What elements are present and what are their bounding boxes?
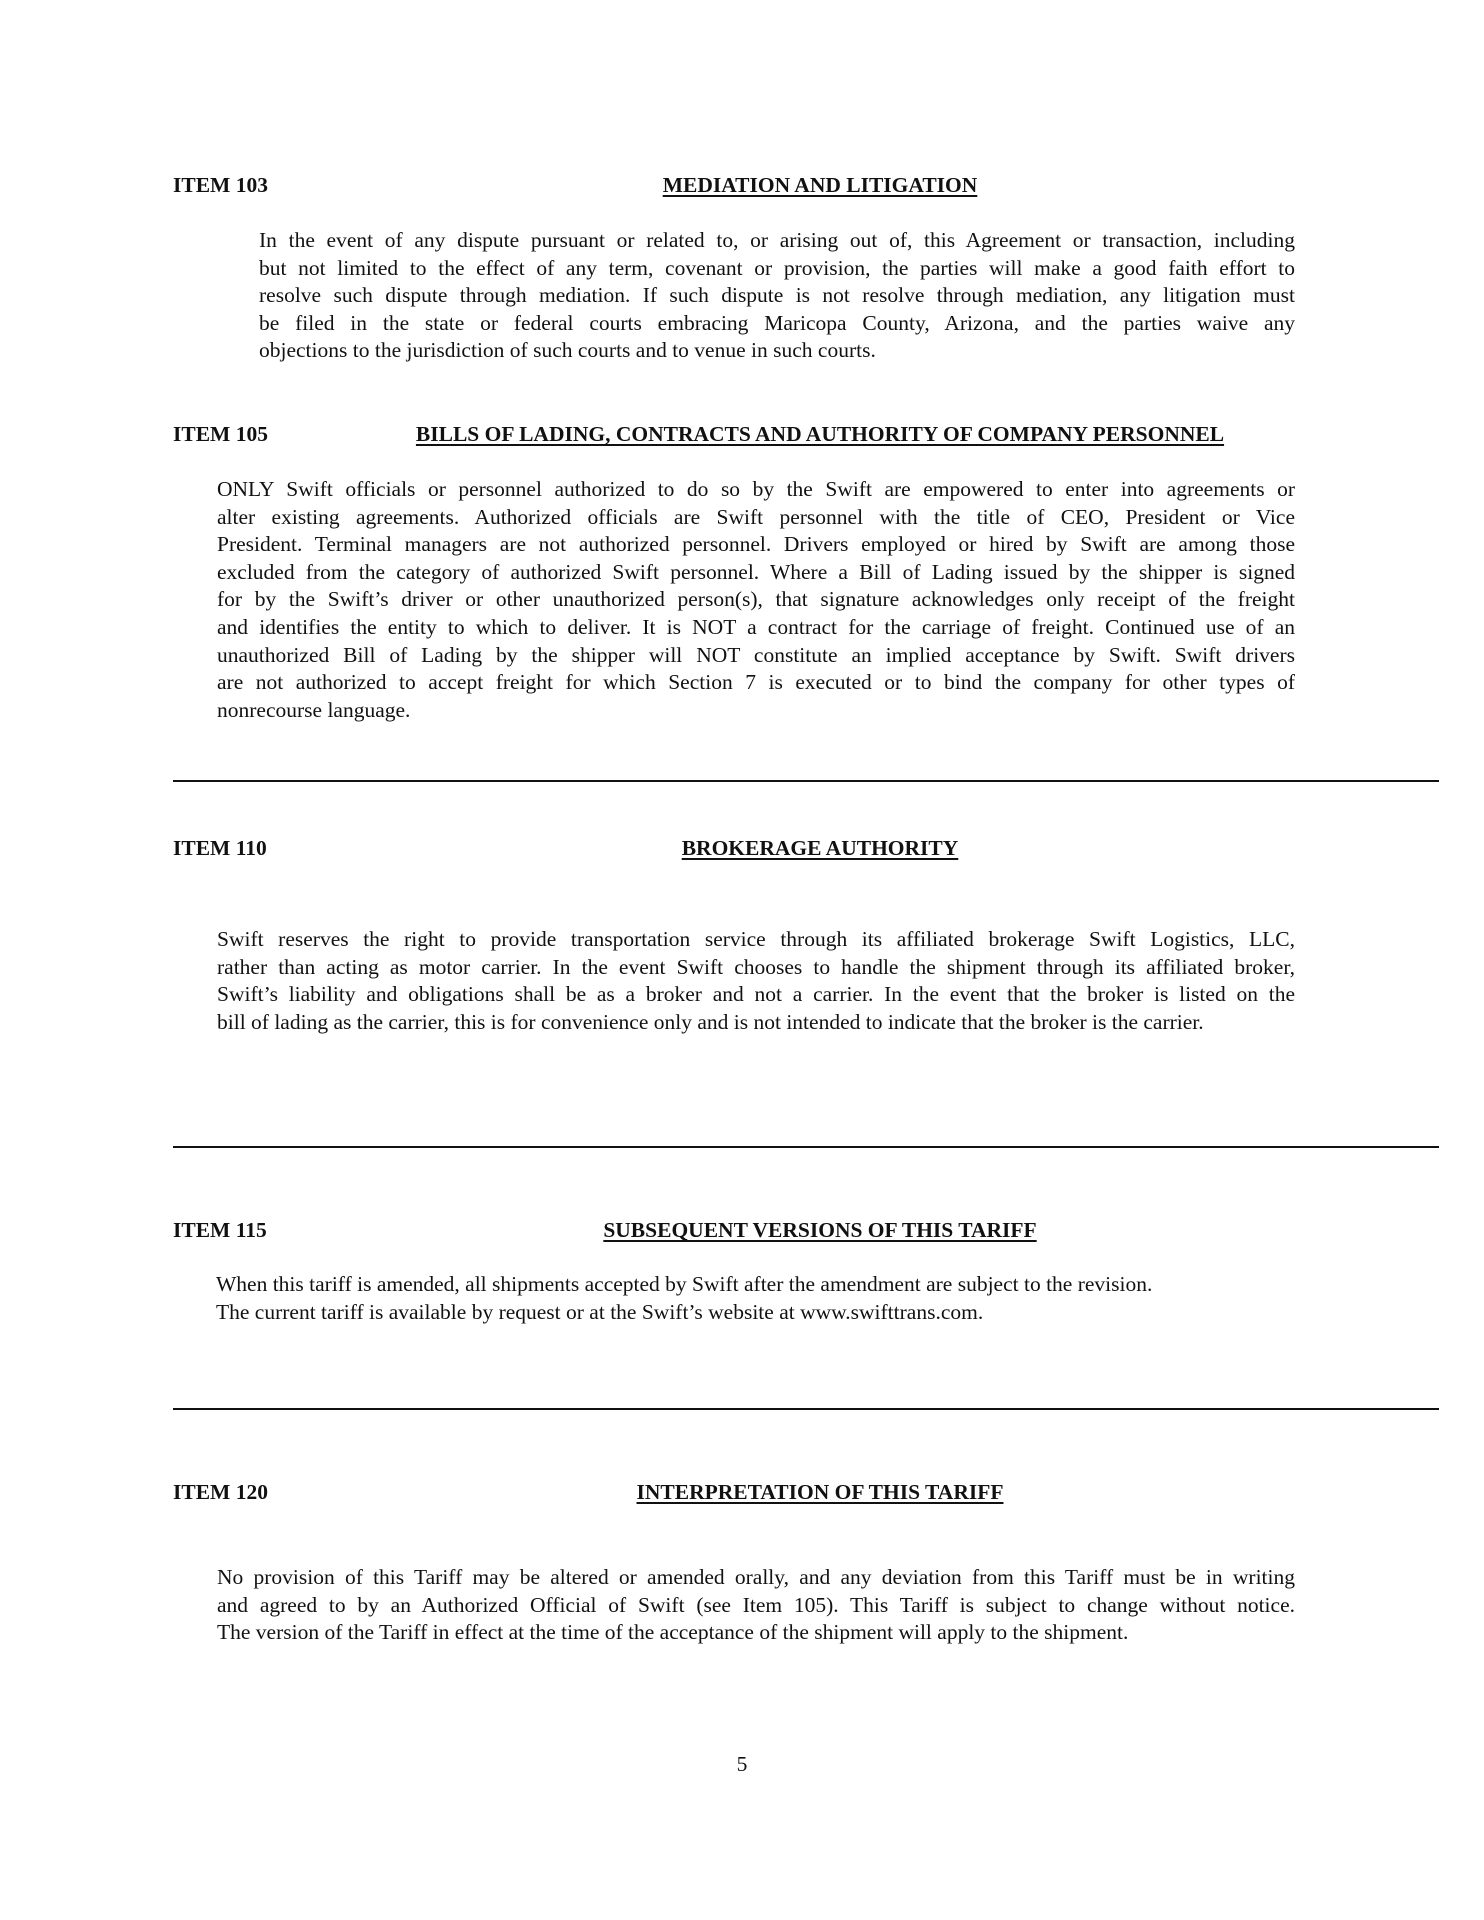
divider-rule	[173, 1408, 1439, 1410]
paragraph-line: The version of the Tariff in effect at the time of the acceptance of the shipment will apply to the shipment.	[217, 1620, 1129, 1645]
paragraph-line: alter existing agreements. Authorized officials are Swift personnel with the title of CEO, President or Vice	[217, 504, 1295, 529]
item-title-row	[173, 835, 1467, 861]
paragraph-line: for by the Swift’s driver or other unauthorized person(s), that signature acknowledges only receipt of the freight	[217, 587, 1295, 612]
paragraph-line: No provision of this Tariff may be altered or amended orally, and any deviation from this Tariff must be in writing	[217, 1565, 1295, 1589]
item-number: ITEM 115	[173, 1218, 267, 1242]
item-number: ITEM 110	[173, 836, 267, 860]
paragraph-line: bill of lading as the carrier, this is for convenience only and is not intended to indicate that the broker is the carrier.	[217, 1009, 1204, 1034]
paragraph-line: objections to the jurisdiction of such courts and to venue in such courts.	[259, 338, 876, 363]
item-title-row	[173, 1479, 1467, 1505]
paragraph-line: The current tariff is available by request or at the Swift’s website at www.swifttrans.com.	[216, 1299, 984, 1324]
item-paragraph	[259, 227, 1295, 365]
item-title-row	[173, 172, 1467, 198]
item-number: ITEM 105	[173, 422, 268, 446]
divider-rule	[173, 1146, 1439, 1148]
paragraph-line: Swift’s liability and obligations shall be as a broker and not a carrier. In the event that the broker is listed on the	[217, 982, 1295, 1007]
item-paragraph	[217, 1564, 1295, 1647]
paragraph-line: President. Terminal managers are not authorized personnel. Drivers employed or hired by Swift are among those	[217, 532, 1295, 557]
item-title: BROKERAGE AUTHORITY	[681, 836, 959, 860]
item-title: SUBSEQUENT VERSIONS OF THIS TARIFF	[603, 1218, 1037, 1242]
paragraph-line: Swift reserves the right to provide transportation service through its affiliated brokerage Swift Logistics, LLC,	[217, 927, 1295, 951]
item-title-row	[173, 1217, 1467, 1243]
item-paragraph	[216, 1271, 1295, 1326]
page-number: 5	[736, 1752, 748, 1776]
paragraph-line: rather than acting as motor carrier. In the event Swift chooses to handle the shipment through its affiliated broker,	[217, 954, 1295, 979]
paragraph-line: resolve such dispute through mediation. If such dispute is not resolve through mediation, any litigation must	[259, 283, 1295, 308]
item-number: ITEM 120	[173, 1480, 268, 1504]
item-title: INTERPRETATION OF THIS TARIFF	[636, 1480, 1004, 1504]
item-title-row	[173, 421, 1467, 447]
item-title: MEDIATION AND LITIGATION	[662, 173, 978, 197]
paragraph-line: but not limited to the effect of any term, covenant or provision, the parties will make a good faith effort to	[259, 255, 1295, 280]
item-number: ITEM 103	[173, 173, 268, 197]
paragraph-line: excluded from the category of authorized Swift personnel. Where a Bill of Lading issued by the shipper is signed	[217, 559, 1295, 584]
paragraph-line: and agreed to by an Authorized Official of Swift (see Item 105). This Tariff is subject to change without notice.	[217, 1592, 1295, 1617]
paragraph-line: be filed in the state or federal courts embracing Maricopa County, Arizona, and the parties waive any	[259, 310, 1295, 335]
paragraph-line: unauthorized Bill of Lading by the shipper will NOT constitute an implied acceptance by Swift. Swift drivers	[217, 642, 1295, 667]
paragraph-line: In the event of any dispute pursuant or related to, or arising out of, this Agreement or transaction, including	[259, 228, 1295, 252]
item-paragraph	[217, 926, 1295, 1036]
divider-rule	[173, 780, 1439, 782]
item-title: BILLS OF LADING, CONTRACTS AND AUTHORITY OF COMPANY PERSONNEL	[415, 422, 1225, 446]
paragraph-line: are not authorized to accept freight for which Section 7 is executed or to bind the company for other types of	[217, 670, 1295, 695]
item-paragraph	[217, 476, 1295, 724]
paragraph-line: and identifies the entity to which to deliver. It is NOT a contract for the carriage of freight. Continued use of an	[217, 614, 1295, 639]
paragraph-line: When this tariff is amended, all shipments accepted by Swift after the amendment are subject to the revision.	[216, 1272, 1153, 1296]
paragraph-line: nonrecourse language.	[217, 697, 411, 722]
paragraph-line: ONLY Swift officials or personnel authorized to do so by the Swift are empowered to enter into agreements or	[217, 477, 1295, 501]
